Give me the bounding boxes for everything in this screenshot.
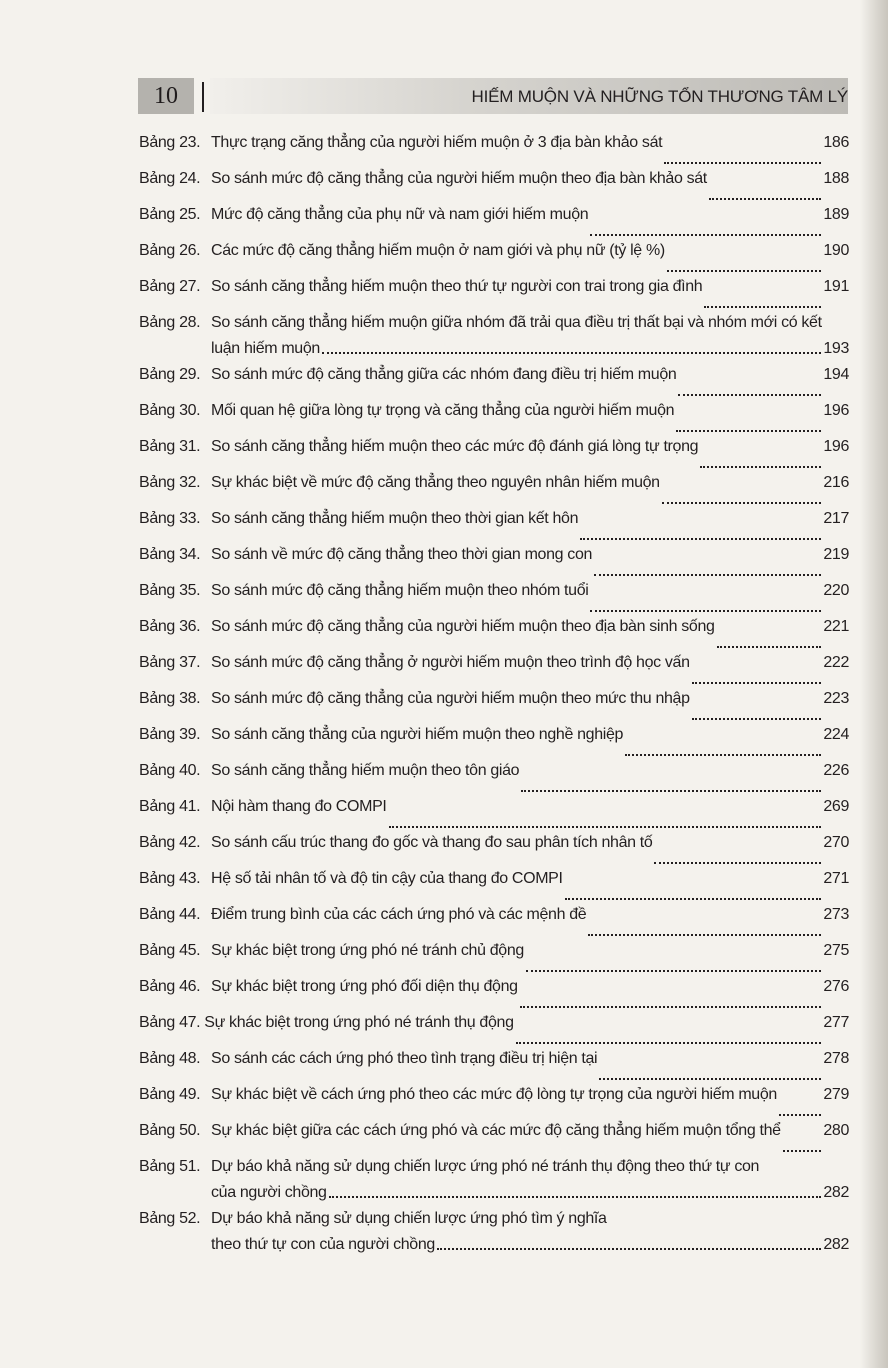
- dot-leader: [516, 1042, 822, 1044]
- entry-page: 193: [823, 340, 849, 357]
- entry-label: Bảng 42.: [139, 834, 201, 851]
- entry-label: Bảng 24.: [139, 170, 201, 187]
- toc-entry: [139, 401, 849, 437]
- entry-title: So sánh cấu trúc thang đo gốc và thang đo sau phân tích nhân tố: [211, 834, 653, 851]
- toc-entry: [139, 545, 849, 581]
- entry-page: 270: [823, 834, 849, 851]
- entry-title: Dự báo khả năng sử dụng chiến lược ứng phó tìm ý nghĩa: [211, 1210, 607, 1227]
- entry-page: 277: [823, 1014, 849, 1031]
- dot-leader: [590, 234, 821, 236]
- entry-label: Bảng 49.: [139, 1086, 201, 1103]
- dot-leader: [676, 430, 821, 432]
- entry-page: 223: [823, 690, 849, 707]
- entry-title: So sánh căng thẳng hiếm muộn giữa nhóm đã trải qua điều trị thất bại và nhóm mới có kết: [211, 314, 822, 331]
- entry-page: 191: [823, 278, 849, 295]
- toc-entry: [139, 977, 849, 1013]
- entry-page: 276: [823, 978, 849, 995]
- entry-label: Bảng 27.: [139, 278, 201, 295]
- entry-label: Bảng 29.: [139, 366, 201, 383]
- entry-label: Bảng 43.: [139, 870, 201, 887]
- toc-entry: [139, 761, 849, 797]
- toc-entry: [139, 617, 849, 653]
- dot-leader: [625, 754, 821, 756]
- toc-entry: [139, 1013, 849, 1049]
- entry-label: Bảng 25.: [139, 206, 201, 223]
- dot-leader: [322, 352, 821, 354]
- entry-label: Bảng 31.: [139, 438, 201, 455]
- entry-label: Bảng 45.: [139, 942, 201, 959]
- toc-entry: [139, 313, 849, 365]
- running-header: [138, 78, 848, 114]
- toc-entry: [139, 133, 849, 169]
- entry-page: 194: [823, 366, 849, 383]
- entry-title: So sánh mức độ căng thẳng của người hiếm muộn theo địa bàn sinh sống: [211, 618, 715, 635]
- entry-page: 279: [823, 1086, 849, 1103]
- toc-entry: [139, 509, 849, 545]
- entry-title: So sánh về mức độ căng thẳng theo thời gian mong con: [211, 546, 593, 563]
- page-edge-shadow: [860, 0, 888, 1368]
- entry-page: 219: [823, 546, 849, 563]
- entry-page: 190: [823, 242, 849, 259]
- entry-label: Bảng 38.: [139, 690, 201, 707]
- entry-title-continued: theo thứ tự con của người chồng: [211, 1236, 435, 1253]
- entry-page: 222: [823, 654, 849, 671]
- entry-title: Sự khác biệt về cách ứng phó theo các mức độ lòng tự trọng của người hiếm muộn: [211, 1086, 777, 1103]
- entry-page: 275: [823, 942, 849, 959]
- entry-label: Bảng 23.: [139, 134, 201, 151]
- entry-title: So sánh mức độ căng thẳng hiếm muộn theo nhóm tuổi: [211, 582, 589, 599]
- entry-label: Bảng 41.: [139, 798, 201, 815]
- entry-label: Bảng 37.: [139, 654, 201, 671]
- toc-entry: [139, 941, 849, 977]
- entry-title: So sánh mức độ căng thẳng giữa các nhóm đang điều trị hiếm muộn: [211, 366, 677, 383]
- dot-leader: [520, 1006, 822, 1008]
- entry-label: Bảng 26.: [139, 242, 201, 259]
- entry-label: Bảng 48.: [139, 1050, 201, 1067]
- entry-title: Nội hàm thang đo COMPI: [211, 798, 387, 815]
- dot-leader: [521, 790, 821, 792]
- entry-page: 196: [823, 402, 849, 419]
- toc-entry: [139, 1085, 849, 1121]
- toc-entry: [139, 581, 849, 617]
- entry-title: Sự khác biệt giữa các cách ứng phó và các mức độ căng thẳng hiếm muộn tổng thể: [211, 1122, 781, 1139]
- dot-leader: [704, 306, 821, 308]
- entry-title: Thực trạng căng thẳng của người hiếm muộn ở 3 địa bàn khảo sát: [211, 134, 663, 151]
- entry-title: Sự khác biệt trong ứng phó né tránh thụ động: [204, 1014, 514, 1031]
- entry-label: Bảng 47.: [139, 1014, 201, 1031]
- dot-leader: [329, 1196, 822, 1198]
- dot-leader: [565, 898, 822, 900]
- dot-leader: [692, 718, 822, 720]
- entry-title: Sự khác biệt về mức độ căng thẳng theo nguyên nhân hiếm muộn: [211, 474, 660, 491]
- dot-leader: [692, 682, 822, 684]
- toc-entry: [139, 1049, 849, 1085]
- toc-entry: [139, 1209, 849, 1261]
- toc-entry: [139, 241, 849, 277]
- entry-page: 221: [823, 618, 849, 635]
- entry-page: 217: [823, 510, 849, 527]
- toc-entry: [139, 1157, 849, 1209]
- entry-page: 282: [823, 1184, 849, 1201]
- entry-title: So sánh mức độ căng thẳng của người hiếm muộn theo mức thu nhập: [211, 690, 690, 707]
- dot-leader: [654, 862, 821, 864]
- toc-entry: [139, 653, 849, 689]
- page-number: 10: [154, 83, 178, 109]
- entry-page: 220: [823, 582, 849, 599]
- toc-entry: [139, 869, 849, 905]
- entry-label: Bảng 30.: [139, 402, 201, 419]
- entry-label: Bảng 39.: [139, 726, 201, 743]
- entry-title: Hệ số tải nhân tố và độ tin cậy của thang đo COMPI: [211, 870, 563, 887]
- entry-title: So sánh mức độ căng thẳng ở người hiếm muộn theo trình độ học vấn: [211, 654, 690, 671]
- dot-leader: [526, 970, 821, 972]
- toc-entry: [139, 277, 849, 313]
- entry-page: 273: [823, 906, 849, 923]
- entry-label: Bảng 35.: [139, 582, 201, 599]
- toc-entry: [139, 205, 849, 241]
- toc-entry: [139, 437, 849, 473]
- dot-leader: [667, 270, 822, 272]
- entry-title: Sự khác biệt trong ứng phó né tránh chủ động: [211, 942, 524, 959]
- table-list: [139, 133, 849, 1261]
- toc-entry: [139, 365, 849, 401]
- dot-leader: [580, 538, 821, 540]
- entry-title: Mối quan hệ giữa lòng tự trọng và căng thẳng của người hiếm muộn: [211, 402, 675, 419]
- header-divider: [202, 82, 204, 112]
- entry-page: 188: [823, 170, 849, 187]
- entry-page: 189: [823, 206, 849, 223]
- entry-title: So sánh căng thẳng của người hiếm muộn theo nghề nghiệp: [211, 726, 624, 743]
- toc-entry: [139, 905, 849, 941]
- entry-title: Điểm trung bình của các cách ứng phó và các mệnh đề: [211, 906, 587, 923]
- entry-label: Bảng 36.: [139, 618, 201, 635]
- dot-leader: [779, 1114, 821, 1116]
- entry-title: So sánh căng thẳng hiếm muộn theo tôn giáo: [211, 762, 520, 779]
- entry-label: Bảng 40.: [139, 762, 201, 779]
- entry-title: Mức độ căng thẳng của phụ nữ và nam giới hiếm muộn: [211, 206, 589, 223]
- entry-page: 224: [823, 726, 849, 743]
- dot-leader: [437, 1248, 821, 1250]
- dot-leader: [389, 826, 822, 828]
- entry-label: Bảng 28.: [139, 314, 201, 331]
- entry-label: Bảng 34.: [139, 546, 201, 563]
- entry-page: 282: [823, 1236, 849, 1253]
- dot-leader: [783, 1150, 822, 1152]
- entry-page: 196: [823, 438, 849, 455]
- toc-entry: [139, 833, 849, 869]
- toc-entry: [139, 473, 849, 509]
- entry-title-continued: luận hiếm muộn: [211, 340, 320, 357]
- entry-page: 280: [823, 1122, 849, 1139]
- entry-label: Bảng 32.: [139, 474, 201, 491]
- entry-page: 269: [823, 798, 849, 815]
- entry-title: So sánh mức độ căng thẳng của người hiếm muộn theo địa bàn khảo sát: [211, 170, 707, 187]
- entry-label: Bảng 52.: [139, 1210, 201, 1227]
- entry-page: 216: [823, 474, 849, 491]
- dot-leader: [664, 162, 821, 164]
- entry-title: Dự báo khả năng sử dụng chiến lược ứng phó né tránh thụ động theo thứ tự con: [211, 1158, 760, 1175]
- toc-entry: [139, 1121, 849, 1157]
- entry-title: So sánh các cách ứng phó theo tình trạng điều trị hiện tại: [211, 1050, 598, 1067]
- entry-label: Bảng 51.: [139, 1158, 201, 1175]
- dot-leader: [678, 394, 821, 396]
- toc-entry: [139, 725, 849, 761]
- entry-page: 186: [823, 134, 849, 151]
- entry-page: 278: [823, 1050, 849, 1067]
- entry-label: Bảng 33.: [139, 510, 201, 527]
- entry-title: So sánh căng thẳng hiếm muộn theo thời gian kết hôn: [211, 510, 579, 527]
- entry-page: 226: [823, 762, 849, 779]
- entry-title-continued: của người chồng: [211, 1184, 327, 1201]
- toc-entry: [139, 689, 849, 725]
- entry-label: Bảng 44.: [139, 906, 201, 923]
- entry-title: So sánh căng thẳng hiếm muộn theo thứ tự người con trai trong gia đình: [211, 278, 703, 295]
- book-title: HIẾM MUỘN VÀ NHỮNG TỔN THƯƠNG TÂM LÝ: [471, 87, 848, 106]
- dot-leader: [717, 646, 822, 648]
- entry-title: So sánh căng thẳng hiếm muộn theo các mức độ đánh giá lòng tự trọng: [211, 438, 699, 455]
- dot-leader: [700, 466, 821, 468]
- dot-leader: [590, 610, 821, 612]
- entry-label: Bảng 50.: [139, 1122, 201, 1139]
- entry-title: Các mức độ căng thẳng hiếm muộn ở nam giới và phụ nữ (tỷ lệ %): [211, 242, 665, 259]
- entry-label: Bảng 46.: [139, 978, 201, 995]
- dot-leader: [588, 934, 821, 936]
- toc-entry: [139, 797, 849, 833]
- dot-leader: [594, 574, 821, 576]
- toc-entry: [139, 169, 849, 205]
- dot-leader: [709, 198, 821, 200]
- entry-page: 271: [823, 870, 849, 887]
- entry-title: Sự khác biệt trong ứng phó đối diện thụ động: [211, 978, 518, 995]
- dot-leader: [662, 502, 822, 504]
- dot-leader: [599, 1078, 821, 1080]
